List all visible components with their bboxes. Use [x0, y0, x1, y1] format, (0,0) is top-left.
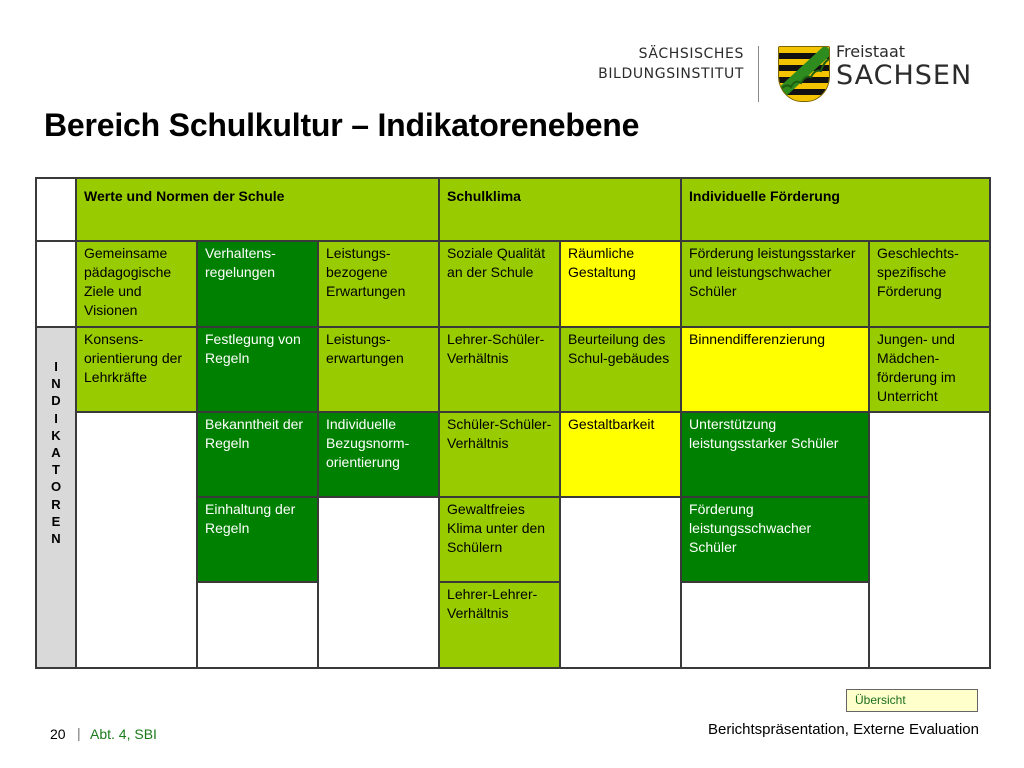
side-letter: E: [51, 513, 61, 529]
criterion-cell: Gemeinsame pädagogische Ziele und Visionen: [76, 241, 197, 327]
area-header-foerderung: Individuelle Förderung: [681, 178, 990, 241]
criterion-cell: Soziale Qualität an der Schule: [439, 241, 560, 327]
empty-cell: [560, 497, 681, 668]
indicator-cell: Leistungs-erwartungen: [318, 327, 439, 412]
empty-cell: [318, 497, 439, 668]
side-letter: I: [54, 359, 58, 374]
indicator-cell: Förderung leistungsschwacher Schüler: [681, 497, 869, 582]
indicator-cell: Gewaltfreies Klima unter den Schülern: [439, 497, 560, 582]
criteria-row: [36, 241, 990, 327]
area-header-werte-normen: Werte und Normen der Schule: [76, 178, 439, 241]
indicator-cell: Binnendifferenzierung: [681, 327, 869, 412]
indikatoren-side-label: [36, 327, 76, 668]
side-letter: N: [51, 531, 61, 547]
empty-cell: [76, 412, 197, 668]
side-letter: A: [51, 445, 61, 461]
footer-department: Abt. 4, SBI: [90, 726, 157, 742]
indicator-cell: Festlegung von Regeln: [197, 327, 318, 412]
indikatoren-letters: [37, 358, 75, 547]
footer-page-number: 20: [50, 726, 66, 742]
indicator-cell: Konsens-orientierung der Lehrkräfte: [76, 327, 197, 412]
indicator-cell: Lehrer-Schüler-Verhältnis: [439, 327, 560, 412]
indicator-cell: Gestaltbarkeit: [560, 412, 681, 497]
criteria-label-cell: [36, 241, 76, 327]
empty-cell: [681, 582, 869, 668]
criterion-cell: Förderung leistungsstarker und leistungschwacher Schüler: [681, 241, 869, 327]
side-letter: I: [54, 410, 58, 426]
sbi-logo-line1: SÄCHSISCHES: [638, 46, 744, 62]
sachsen-logo-line2: SACHSEN: [836, 60, 973, 91]
indicator-cell: Individuelle Bezugsnorm-orientierung: [318, 412, 439, 497]
side-letter: K: [51, 427, 61, 443]
footer-separator: |: [77, 725, 81, 741]
area-header-schulklima: Schulklima: [439, 178, 681, 241]
table-corner-cell: [36, 178, 76, 241]
side-letter: O: [50, 479, 62, 495]
side-letter: T: [52, 462, 60, 478]
empty-cell: [197, 582, 318, 668]
empty-cell: [869, 412, 990, 668]
indicator-table: [35, 177, 991, 669]
indicator-cell: Schüler-Schüler-Verhältnis: [439, 412, 560, 497]
overview-link[interactable]: Übersicht: [846, 689, 978, 712]
page-title: Bereich Schulkultur – Indikatorenebene: [44, 107, 640, 143]
indicator-cell: Einhaltung der Regeln: [197, 497, 318, 582]
sachsen-logo-line1: Freistaat: [836, 42, 906, 61]
side-letter: D: [51, 393, 61, 409]
sbi-logo-line2: BILDUNGSINSTITUT: [598, 66, 744, 82]
indicator-row: [36, 327, 990, 412]
side-letter: N: [51, 376, 61, 392]
indicator-cell: Bekanntheit der Regeln: [197, 412, 318, 497]
area-header-row: [36, 178, 990, 241]
logo-divider: [758, 46, 759, 102]
indicator-cell: Unterstützung leistungsstarker Schüler: [681, 412, 869, 497]
footer-presentation-title: Berichtspräsentation, Externe Evaluation: [708, 721, 979, 738]
indicator-row: [36, 412, 990, 497]
criterion-cell: Geschlechts-spezifische Förderung: [869, 241, 990, 327]
indicator-cell: Lehrer-Lehrer-Verhältnis: [439, 582, 560, 668]
sbi-logo: [598, 44, 744, 84]
criterion-cell: Leistungs-bezogene Erwartungen: [318, 241, 439, 327]
side-letter: R: [51, 496, 61, 512]
indicator-cell: Jungen- und Mädchen-förderung im Unterricht: [869, 327, 990, 412]
saxony-coat-of-arms-icon: [778, 46, 830, 102]
sachsen-logo: [836, 43, 972, 91]
criterion-cell: Räumliche Gestaltung: [560, 241, 681, 327]
criterion-cell: Verhaltens-regelungen: [197, 241, 318, 327]
indicator-cell: Beurteilung des Schul-gebäudes: [560, 327, 681, 412]
